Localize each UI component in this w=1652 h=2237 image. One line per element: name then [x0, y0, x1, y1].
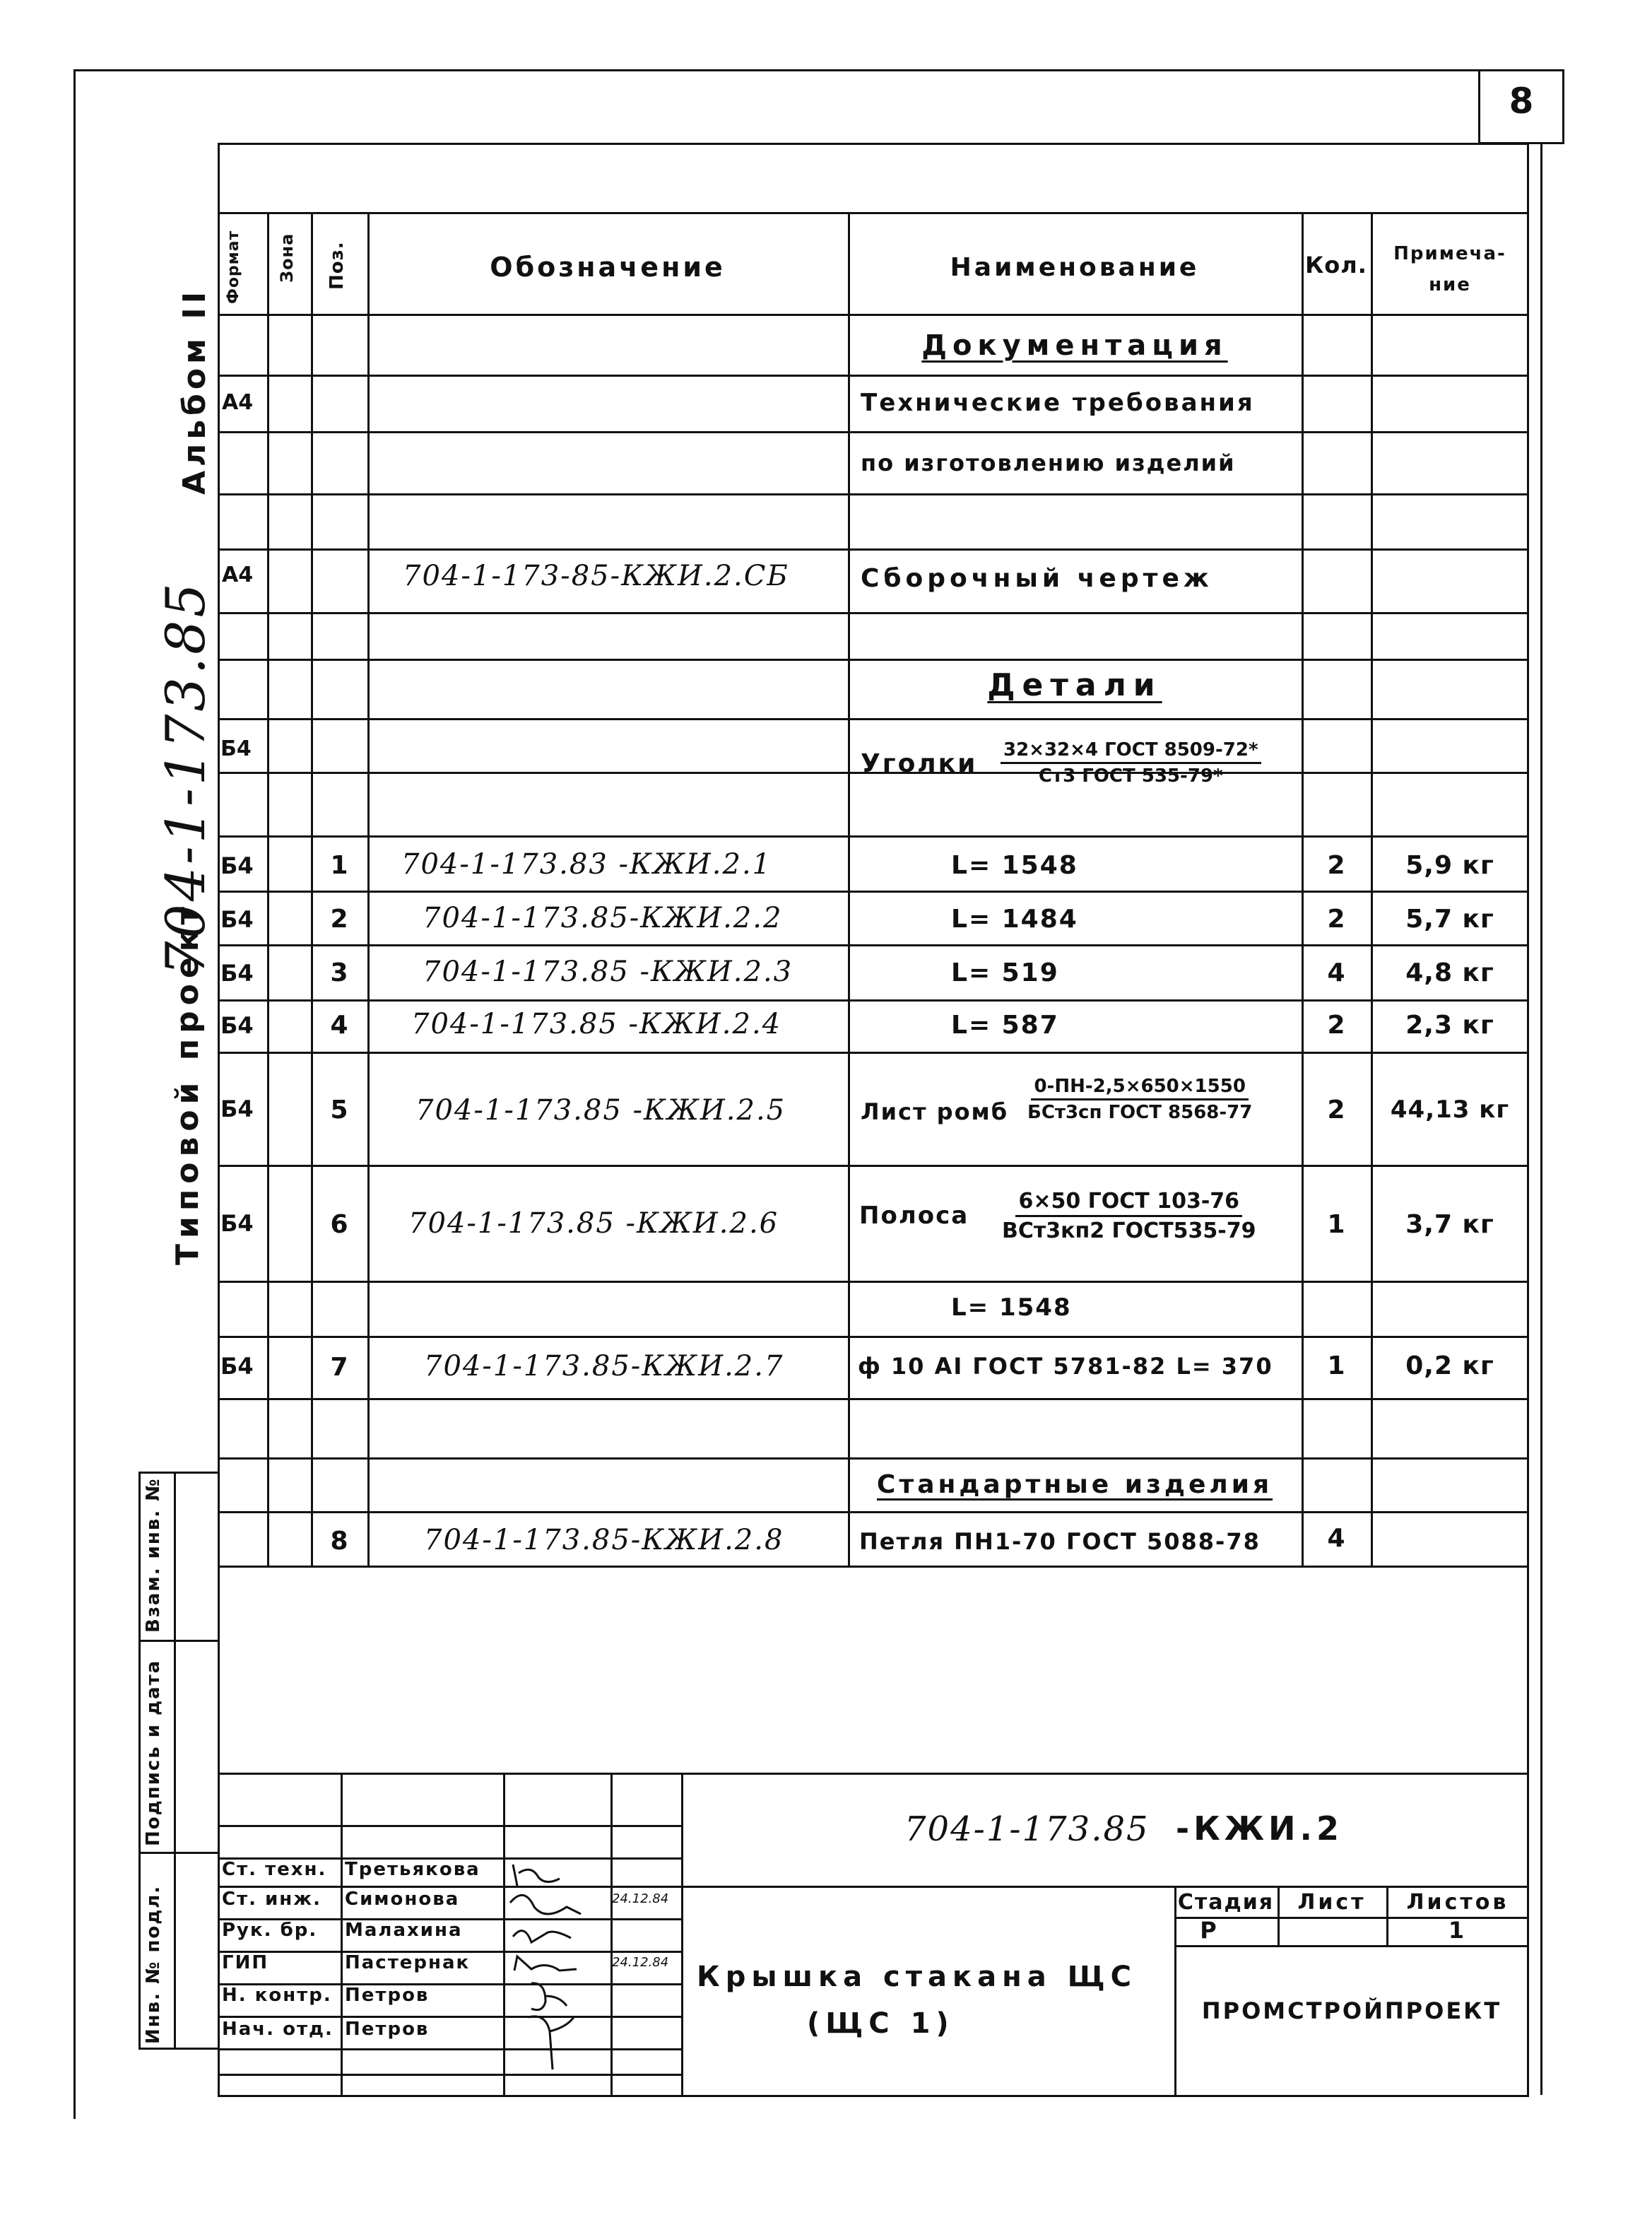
row-sb-format: А4: [222, 563, 254, 587]
item5-note: 44,13 кг: [1390, 1096, 1510, 1124]
item-pos: 4: [330, 1011, 348, 1040]
tb-name: Симонова: [345, 1889, 460, 1910]
header-bottom-line: [218, 314, 1529, 316]
tb-name: Петров: [345, 1985, 430, 2006]
tb-name: Пастернак: [345, 1952, 471, 1973]
item6-spec-den: ВСт3кп2 ГОСТ535-79: [1002, 1219, 1256, 1243]
stamp-inv-podl: Инв. № подл.: [143, 1884, 164, 2044]
item8-name: Петля ПН1-70 ГОСТ 5088-78: [859, 1528, 1261, 1555]
row-line: [218, 999, 1529, 1002]
row-line: [218, 1566, 1529, 1568]
side-album: Альбом II: [177, 287, 213, 495]
section-details: Детали: [987, 667, 1162, 703]
signature-mark: [513, 1865, 560, 1886]
stamp-podpis: Подпись и дата: [143, 1659, 164, 1846]
row-tech-format: А4: [222, 390, 254, 415]
row-line: [218, 718, 1529, 720]
item7-designation: 704-1-173.85-КЖИ.2.7: [424, 1350, 784, 1382]
item5-qty: 2: [1327, 1096, 1345, 1125]
row-angle-spec-den: Ст3 ГОСТ 535-79*: [1038, 765, 1223, 787]
tb-left-line: [218, 2074, 681, 2076]
side-project-type: Типовой проект: [170, 900, 206, 1265]
item-pos: 1: [330, 851, 348, 880]
item7-format: Б4: [220, 1353, 254, 1380]
item8-designation: 704-1-173.85-КЖИ.2.8: [424, 1524, 784, 1556]
item6-pos: 6: [330, 1210, 348, 1239]
row-line: [218, 493, 1529, 495]
row-line: [218, 1052, 1529, 1054]
row-line: [218, 659, 1529, 661]
row-line: [218, 1398, 1529, 1400]
section-standard-items: Стандартные изделия: [876, 1470, 1273, 1499]
row-line: [218, 835, 1529, 838]
item5-name: Лист ромб: [861, 1098, 1009, 1125]
header-zone: Зона: [277, 233, 297, 283]
item6-spec-num: 6×50 ГОСТ 103-76: [1015, 1189, 1242, 1217]
col-line-format: [267, 212, 269, 1566]
item7-qty: 1: [1327, 1351, 1345, 1380]
item7-name: ф 10 АI ГОСТ 5781-82 L= 370: [858, 1353, 1273, 1380]
row-line: [218, 375, 1529, 377]
row-line: [218, 548, 1529, 551]
signature-mark: [529, 2016, 574, 2069]
header-pos: Поз.: [326, 241, 348, 290]
signature-mark: [513, 1931, 571, 1942]
item6-extra: L= 1548: [951, 1293, 1072, 1322]
row-line: [218, 1165, 1529, 1167]
item-format: Б4: [220, 1012, 254, 1039]
row-line: [218, 1336, 1529, 1338]
row-line: [218, 1511, 1529, 1513]
outer-top-border: [73, 69, 1564, 71]
item-qty: 4: [1327, 958, 1345, 987]
item-pos: 3: [330, 958, 348, 987]
header-top-line: [218, 212, 1529, 214]
tb-name: Малахина: [345, 1920, 463, 1941]
tb-left-line: [218, 2048, 681, 2050]
tb-stage-value: Р: [1200, 1917, 1220, 1944]
item8-qty: 4: [1327, 1524, 1345, 1553]
left-stamp-divider: [174, 1472, 176, 2048]
left-stamp-border: [138, 1472, 141, 2048]
item5-format: Б4: [220, 1096, 254, 1122]
left-stamp-line: [138, 1640, 218, 1642]
side-project-code: 704-1-173.85: [154, 580, 217, 975]
tb-col-date: [681, 1773, 683, 2096]
row-line: [218, 1457, 1529, 1460]
item7-pos: 7: [330, 1353, 348, 1382]
outer-left-border: [73, 69, 76, 2119]
tb-main-line: [218, 1886, 1529, 1888]
section-documentation: Документация: [921, 329, 1228, 362]
tb-sheet-label: Лист: [1297, 1890, 1367, 1915]
row-line: [218, 431, 1529, 433]
item6-designation: 704-1-173.85 -КЖИ.2.6: [408, 1207, 779, 1240]
row-angle-spec-num: 32×32×4 ГОСТ 8509-72*: [1001, 739, 1261, 764]
tb-role: Рук. бр.: [222, 1920, 318, 1941]
row-tech-name-1: Технические требования: [861, 389, 1255, 417]
signature-mark: [531, 1983, 567, 2010]
item-name: L= 519: [951, 958, 1059, 987]
item5-spec-num: 0-ПН-2,5×650×1550: [1031, 1076, 1248, 1100]
item7-note: 0,2 кг: [1405, 1351, 1494, 1380]
tb-role: Ст. инж.: [222, 1889, 322, 1910]
item5-spec-den: БСт3сп ГОСТ 8568-77: [1027, 1102, 1253, 1123]
item8-pos: 8: [330, 1527, 348, 1556]
tb-sheets-value: 1: [1448, 1917, 1468, 1944]
item6-spec: [1002, 1189, 1256, 1243]
row-line: [218, 612, 1529, 614]
row-angle-name: Уголки: [861, 749, 978, 778]
row-angle-format: Б4: [220, 736, 252, 761]
tb-code: 704-1-173.85: [904, 1809, 1150, 1849]
item6-name: Полоса: [859, 1202, 969, 1230]
header-designation: Обозначение: [490, 252, 726, 283]
header-note-2: ние: [1429, 274, 1471, 295]
item-format: Б4: [220, 906, 254, 933]
header-qty: Кол.: [1305, 252, 1367, 278]
tb-stage-line: [1174, 1945, 1529, 1947]
signature-mark: [510, 1895, 581, 1914]
item-name: L= 1484: [951, 905, 1078, 934]
tb-role: ГИП: [222, 1952, 269, 1973]
row-line: [218, 1281, 1529, 1283]
col-line-designation: [848, 212, 850, 1566]
tb-name: Третьякова: [345, 1859, 480, 1880]
item5-designation: 704-1-173.85 -КЖИ.2.5: [415, 1094, 786, 1127]
left-stamp-bottom: [138, 2048, 218, 2050]
item6-format: Б4: [220, 1210, 254, 1237]
item-note: 4,8 кг: [1405, 958, 1494, 987]
row-sb-designation: 704-1-173-85-КЖИ.2.СБ: [403, 560, 789, 592]
signatures-svg: [503, 1857, 610, 2084]
item6-qty: 1: [1327, 1210, 1345, 1239]
item-designation: 704-1-173.83 -КЖИ.2.1: [401, 848, 772, 881]
item6-note: 3,7 кг: [1405, 1210, 1494, 1239]
item5-spec: [1027, 1076, 1252, 1123]
tb-left-line: [218, 2016, 681, 2018]
row-line: [218, 944, 1529, 946]
item-name: L= 1548: [951, 851, 1078, 880]
item-note: 5,7 кг: [1405, 905, 1494, 934]
header-note-1: Примеча-: [1393, 243, 1506, 264]
row-line: [218, 891, 1529, 893]
tb-stage-label: Стадия: [1177, 1890, 1275, 1915]
item-designation: 704-1-173.85 -КЖИ.2.4: [411, 1008, 782, 1040]
header-name: Наименование: [950, 253, 1200, 282]
row-angle-spec: [1001, 739, 1261, 787]
tb-date: 24.12.84: [612, 1891, 669, 1906]
header-format: Формат: [225, 230, 242, 304]
col-line-pos: [367, 212, 370, 1566]
stamp-vzam: Взам. инв. №: [143, 1477, 164, 1633]
row-sb-name: Сборочный чертеж: [861, 564, 1213, 593]
tb-role: Ст. техн.: [222, 1859, 327, 1880]
row-tech-name-2: по изготовлению изделий: [861, 450, 1236, 476]
item-format: Б4: [220, 852, 254, 879]
item-name: L= 587: [951, 1011, 1059, 1040]
signature-mark: [514, 1956, 577, 1971]
main-frame-right-shadow: [1540, 144, 1542, 2095]
item-note: 5,9 кг: [1405, 851, 1494, 880]
tb-name: Петров: [345, 2019, 430, 2040]
item-designation: 704-1-173.85 -КЖИ.2.3: [423, 956, 793, 988]
tb-title-1: Крышка стакана ЩС: [697, 1961, 1138, 1993]
page-number: 8: [1509, 81, 1534, 122]
tb-code-suffix: -КЖИ.2: [1176, 1809, 1343, 1848]
item-pos: 2: [330, 905, 348, 934]
tb-sheets-label: Листов: [1406, 1890, 1509, 1915]
left-stamp-top: [138, 1472, 218, 1474]
tb-role: Н. контр.: [222, 1985, 332, 2006]
item-qty: 2: [1327, 1011, 1345, 1040]
tb-org: ПРОМСТРОЙПРОЕКТ: [1201, 1997, 1502, 2024]
tb-left-line: [218, 1825, 681, 1827]
item-qty: 2: [1327, 851, 1345, 880]
tb-role: Нач. отд.: [222, 2019, 334, 2040]
item-note: 2,3 кг: [1405, 1011, 1494, 1040]
tb-top: [218, 1773, 1529, 1775]
item-format: Б4: [220, 960, 254, 987]
item5-pos: 5: [330, 1096, 348, 1125]
item-designation: 704-1-173.85-КЖИ.2.2: [423, 902, 783, 934]
tb-date: 24.12.84: [612, 1955, 669, 1970]
left-stamp-line: [138, 1852, 218, 1854]
tb-title-2: (ЩС 1): [807, 2007, 955, 2040]
item-qty: 2: [1327, 905, 1345, 934]
